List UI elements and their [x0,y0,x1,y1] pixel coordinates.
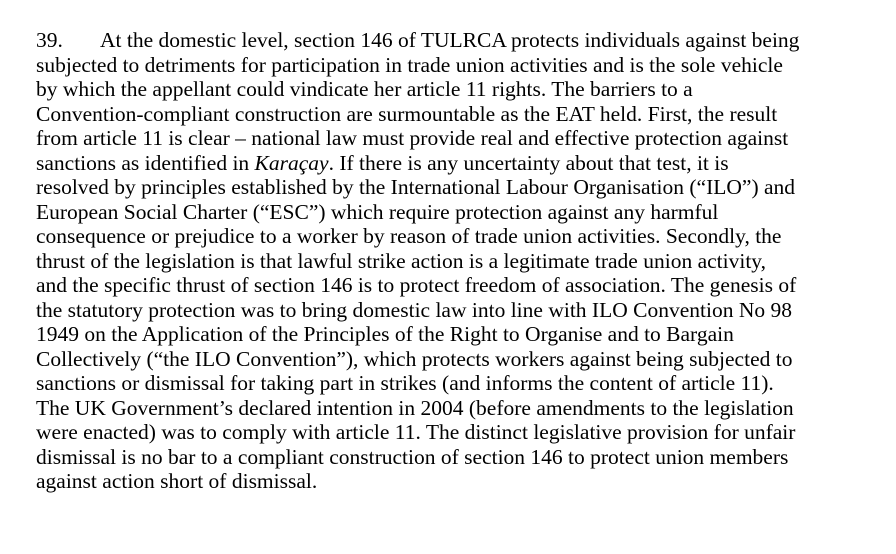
text-line: were enacted) was to comply with article 11. The distinct legislative provision for unfair [36,420,796,444]
text-line: Collectively (“the ILO Convention”), which protects workers against being subjected to [36,346,793,371]
paragraph-number: 39. [36,28,63,52]
text-line [36,151,882,176]
text-line: from article 11 is clear – national law must provide real and effective protection against [36,126,789,150]
text-line: resolved by principles established by the International Labour Organisation (“ILO”) and [36,175,796,199]
text-line-content: If there is any uncertainty about that test, it is [339,150,729,175]
text-line: The UK Government’s declared intention in 2004 (before amendments to the legislation [36,395,794,420]
paragraph-39 [36,28,882,494]
text-line: consequence or prejudice to a worker by reason of trade union activities. Secondly, the [36,224,782,248]
case-name: Karaçay [254,150,329,175]
text-line: by which the appellant could vindicate her article 11 rights. The barriers to a [36,77,693,101]
text-line: the statutory protection was to bring domestic law into line with ILO Convention No 98 [36,297,792,322]
text-line: and the specific thrust of section 146 is to protect freedom of association. The genesis of [36,273,797,297]
text-line: European Social Charter (“ESC”) which require protection against any harmful [36,199,719,224]
case-suffix: . [328,150,340,175]
text-line: against action short of dismissal. [36,469,318,493]
text-line: 1949 on the Application of the Principles of the Right to Organise and to Bargain [36,322,734,346]
text-line: sanctions or dismissal for taking part in strikes (and informs the content of article 11). [36,371,774,395]
text-line: Convention-compliant construction are surmountable as the EAT held. First, the result [36,101,778,126]
text-line: subjected to detriments for participation in trade union activities and is the sole vehicle [36,52,783,77]
text-line-content: At the domestic level, section 146 of TULRCA protects individuals against being [100,28,800,52]
text-line [36,28,882,53]
text-line: thrust of the legislation is that lawful strike action is a legitimate trade union activity, [36,248,767,273]
text-line: dismissal is no bar to a compliant construction of section 146 to protect union members [36,444,789,469]
text-line-content: sanctions as identified in [36,150,255,175]
